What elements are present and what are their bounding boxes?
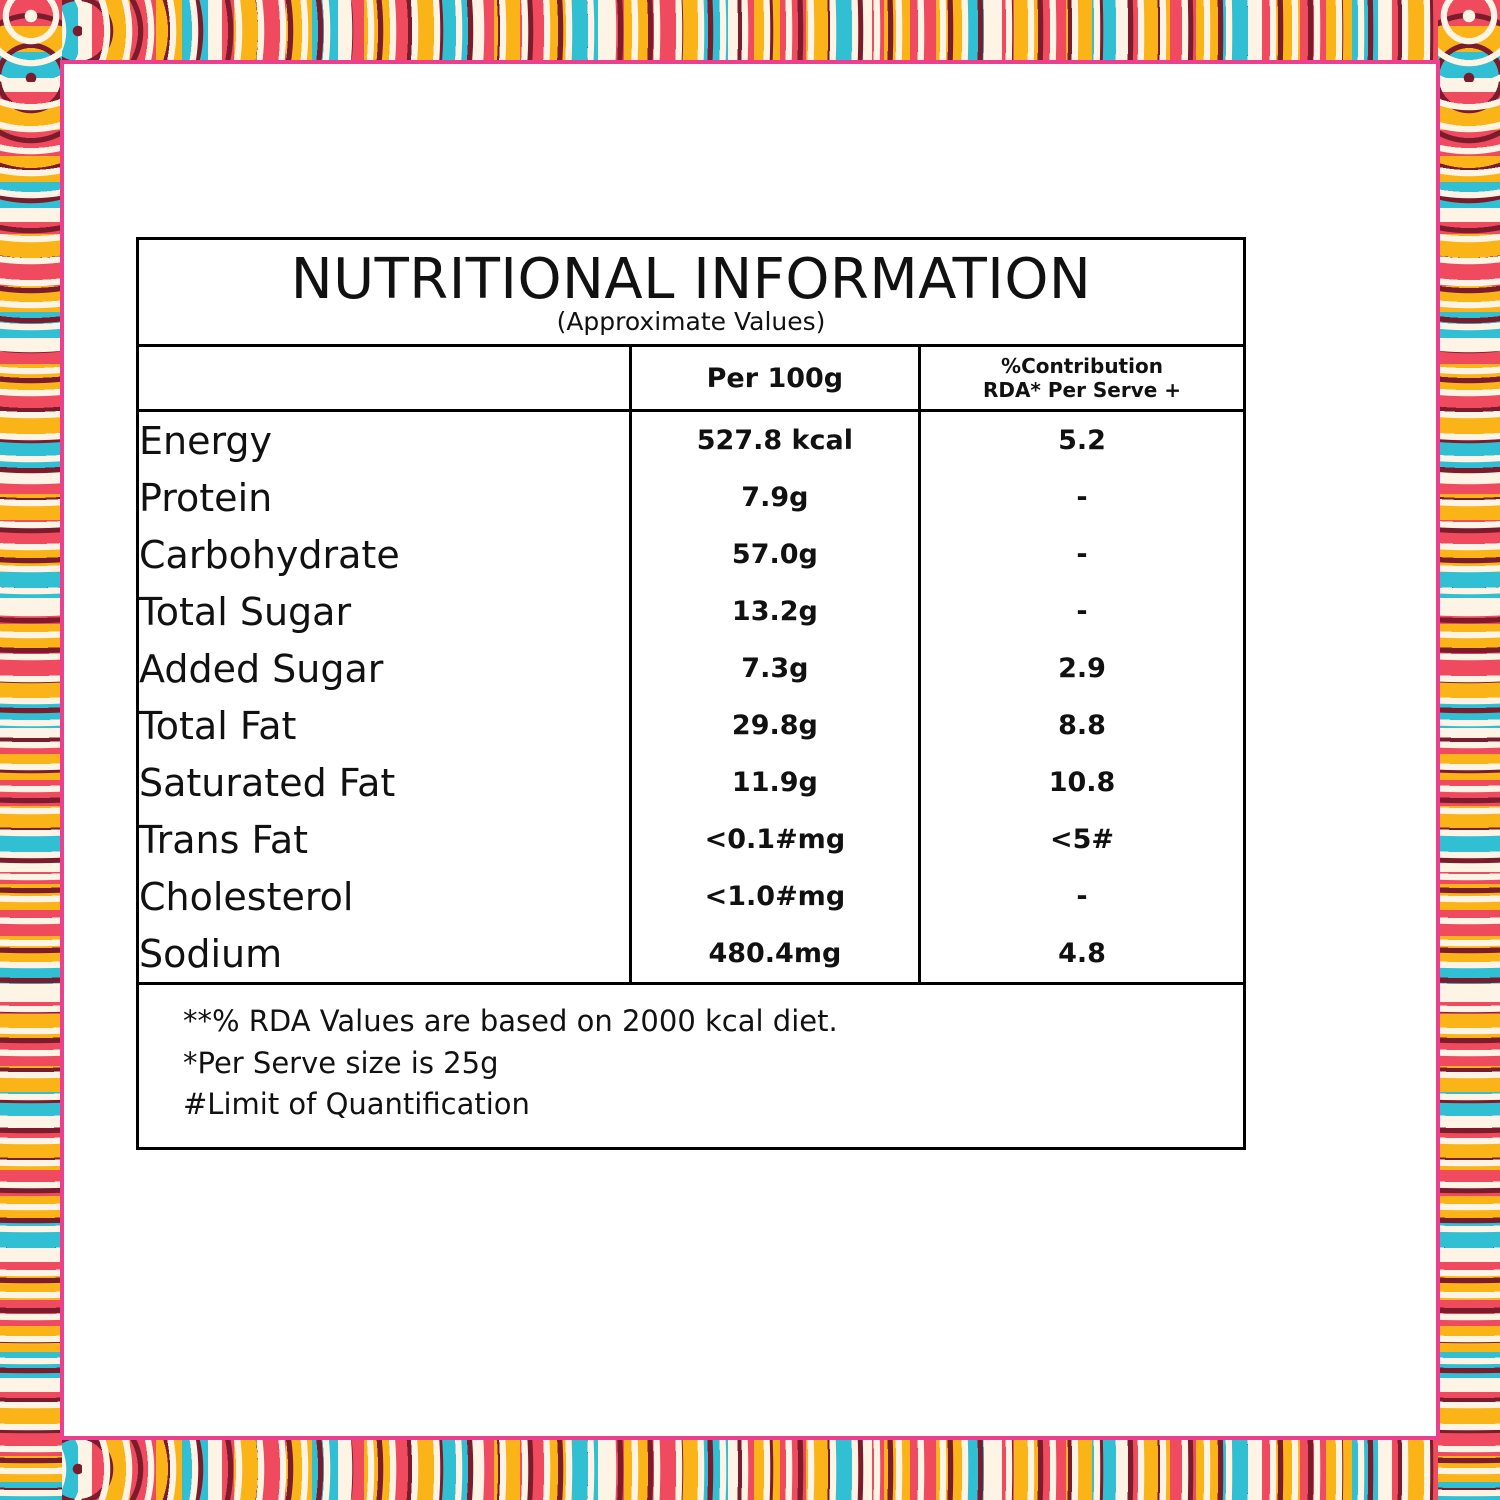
footnote-serve-size: *Per Serve size is 25g [183, 1045, 499, 1080]
nutrient-rda: 8.8 [1058, 710, 1106, 742]
nutrient-name: Saturated Fat [139, 754, 630, 811]
nutrient-name: Energy [139, 411, 630, 470]
nutrient-rda: 5.2 [1058, 425, 1106, 457]
nutrient-name: Added Sugar [139, 640, 630, 697]
nutrient-name: Trans Fat [139, 811, 630, 868]
footnote-rda-basis: **% RDA Values are based on 2000 kcal diet. [183, 1004, 838, 1039]
nutrient-name: Protein [139, 469, 630, 526]
nutrient-per-100g: 480.4mg [630, 925, 919, 984]
nutrient-per-100g: <1.0#mg [630, 868, 919, 925]
nutrient-name: Carbohydrate [139, 526, 630, 583]
nutrient-rda: <5# [1049, 824, 1115, 856]
nutrient-per-100g: 57.0g [630, 526, 919, 583]
table-row [139, 697, 1243, 754]
table-row [139, 526, 1243, 583]
column-header-per-100g: Per 100g [630, 347, 919, 411]
nutrient-per-100g: 11.9g [630, 754, 919, 811]
table-row [139, 868, 1243, 925]
nutrient-name: Sodium [139, 925, 630, 984]
table-row [139, 469, 1243, 526]
nutrient-rda: 2.9 [1058, 653, 1106, 685]
nutrient-rda: - [1076, 539, 1088, 571]
nutrient-name: Total Fat [139, 697, 630, 754]
nutrient-name: Cholesterol [139, 868, 630, 925]
column-header-nutrient [139, 347, 630, 411]
border-motif-top [0, 0, 1500, 62]
border-motif-left [0, 0, 62, 1500]
table-header-row [139, 347, 1243, 411]
nutrient-name: Total Sugar [139, 583, 630, 640]
nutrient-per-100g: 7.3g [630, 640, 919, 697]
nutrition-table [139, 347, 1243, 985]
panel-title: NUTRITIONAL INFORMATION [290, 247, 1092, 312]
nutrient-rda: - [1076, 482, 1088, 514]
nutrient-rda: - [1076, 596, 1088, 628]
nutrient-per-100g: 527.8 kcal [630, 411, 919, 470]
column-header-rda-line2: RDA* Per Serve + [982, 378, 1182, 403]
panel-subtitle: (Approximate Values) [556, 307, 826, 337]
table-row [139, 754, 1243, 811]
border-motif-bottom [0, 1438, 1500, 1500]
nutrient-per-100g: 29.8g [630, 697, 919, 754]
nutrient-per-100g: 7.9g [630, 469, 919, 526]
table-row [139, 411, 1243, 470]
nutrient-rda: - [1076, 881, 1088, 913]
footnotes [139, 985, 1243, 1147]
border-motif-right [1438, 0, 1500, 1500]
table-row [139, 583, 1243, 640]
column-header-rda-line1: %Contribution [1001, 353, 1163, 378]
footnote-limit-of-quantification: #Limit of Quantification [183, 1086, 530, 1121]
column-header-rda [920, 347, 1244, 411]
nutrient-per-100g: 13.2g [630, 583, 919, 640]
nutrient-rda: 10.8 [1048, 767, 1116, 799]
nutrient-rda: 4.8 [920, 925, 1244, 984]
panel-header [139, 240, 1243, 347]
table-row [139, 925, 1243, 984]
table-row [139, 811, 1243, 868]
nutrient-per-100g: <0.1#mg [630, 811, 919, 868]
nutrition-information-panel [136, 237, 1246, 1150]
table-row [139, 640, 1243, 697]
